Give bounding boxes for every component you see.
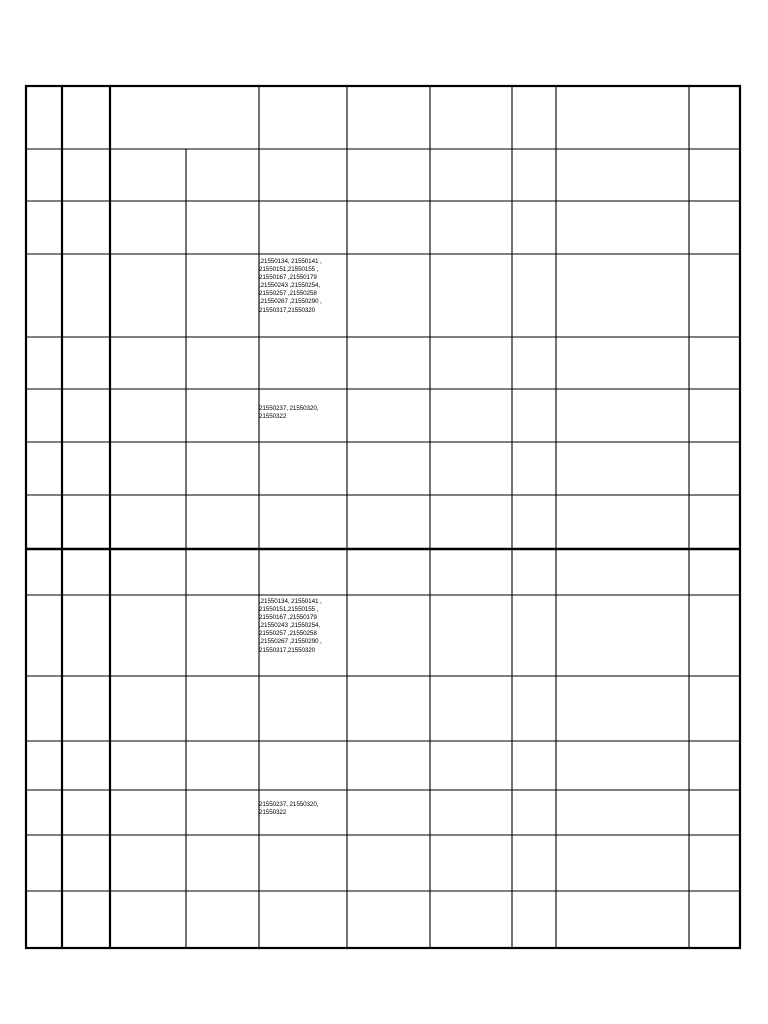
table-border: [26, 86, 740, 948]
table-cell-text: 21550237, 21550320, 21550322: [259, 801, 319, 817]
row-dividers: [26, 149, 740, 891]
table-cell-text: 21550237, 21550320, 21550322: [259, 405, 319, 421]
column-dividers: [62, 86, 689, 948]
table-cell-text: ,21550134, 21550141 , 21550151,21550155 , 21550167 ,21550179 ,21550243 ,21550254, 21550257 ,21550258 ,21550267 ,21550290 , 21550317,21550320: [259, 258, 322, 314]
table-cell-text: ,21550134, 21550141 , 21550151,21550155 , 21550167 ,21550179 ,21550243 ,21550254, 21550257 ,21550258 ,21550267 ,21550290 , 21550317,21550320: [259, 598, 322, 654]
